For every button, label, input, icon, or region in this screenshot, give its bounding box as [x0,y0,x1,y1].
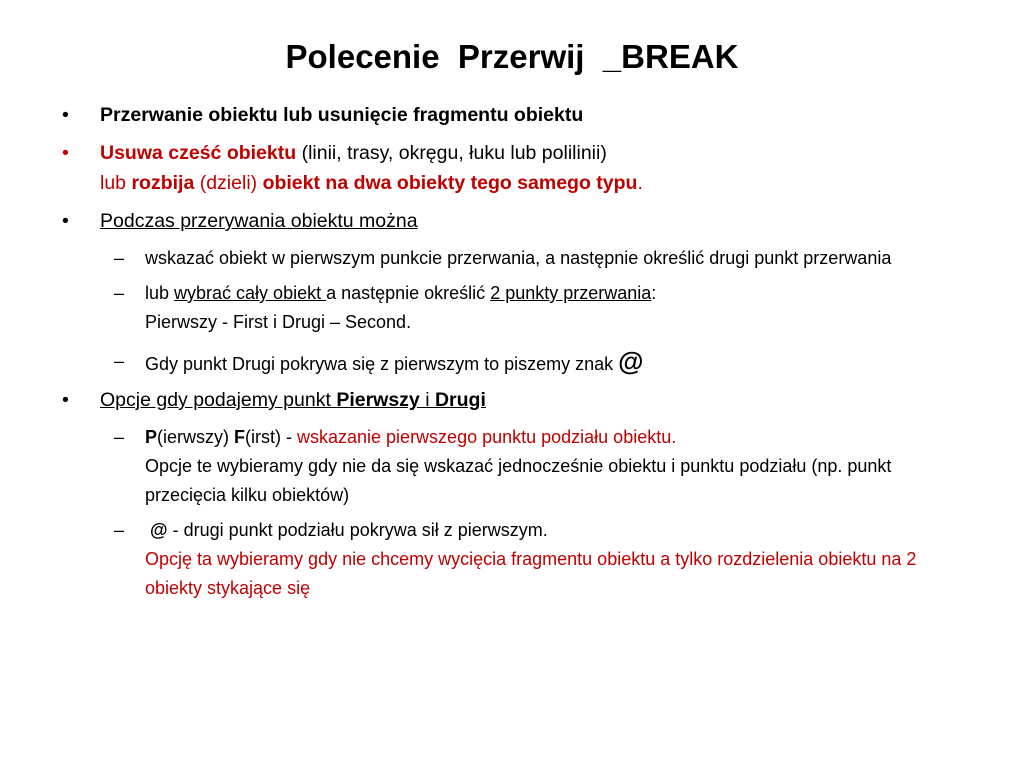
sub-bullet-4-1-p2: (ierwszy) [157,427,235,447]
bullet-4-text [100,389,486,411]
bullet-4-part3: i [419,389,435,411]
sub-bullet-3-3 [62,347,962,379]
bullet-2-part1: Usuwa cześć obiektu [100,142,297,164]
sub-bullet-4-1 [62,423,962,510]
bullet-marker: • [62,210,69,232]
bullet-2-part2: (linii, trasy, okręgu, łuku lub polilinii) [296,142,607,164]
bullet-4 [62,385,962,415]
slide-content [62,100,962,609]
sub-bullet-4-1-p3: F [234,427,246,447]
bullet-2-part4: rozbija [131,172,195,194]
sub-bullet-4-2-p2: - drugi punkt podziału pokrywa sił z pierwszym. [167,520,548,540]
sub-bullet-4-1-line2: Opcje te wybieramy gdy nie da się wskazać jednocześnie obiektu i punktu podziału (np. punkt przecięcia kilku obiektów) [145,456,892,505]
sub-bullet-3-2-part1: lub [145,283,175,303]
bullet-1-text: Przerwanie obiektu lub usunięcie fragmentu obiektu [100,104,584,126]
bullet-2 [62,138,962,198]
bullet-4-part1: Opcje gdy podajemy punkt [100,389,337,411]
bullet-marker: • [62,104,69,126]
at-symbol: @ [618,346,644,376]
sub-bullet-3-2-part3: a następnie określić [326,283,491,303]
sub-bullet-4-1-p5: wskazanie pierwszego punktu podziału obiektu. [297,427,677,447]
bullet-3-text: Podczas przerywania obiektu można [100,210,418,232]
sub-bullet-4-2-line2: Opcję ta wybieramy gdy nie chcemy wycięcia fragmentu obiektu a tylko rozdzielenia obiektu na 2 obiekty stykające się [145,549,917,598]
bullet-2-part7: . [637,172,643,194]
sub-bullet-3-1-text: wskazać obiekt w pierwszym punkcie przerwania, a następnie określić drugi punkt przerwania [145,248,892,268]
sub-bullet-3-1 [62,244,962,273]
bullet-2-part6: obiekt na dwa obiekty tego samego typu [262,172,638,194]
sub-bullet-3-2-part4: 2 punkty przerwania [490,283,652,303]
sub-bullet-3-2-line2: Pierwszy - First i Drugi – Second. [145,312,412,332]
bullet-4-part4: Drugi [434,389,486,411]
dash-marker: – [114,248,125,268]
bullet-2-part3: lub [100,172,132,194]
sub-bullet-4-2 [62,516,962,603]
bullet-marker: • [62,389,69,411]
dash-marker: – [114,427,125,447]
bullet-4-part2: Pierwszy [336,389,420,411]
bullet-1 [62,100,962,130]
bullet-2-part5: (dzieli) [194,172,263,194]
bullet-marker: • [62,142,69,164]
sub-bullet-3-3-text: Gdy punkt Drugi pokrywa się z pierwszym to piszemy znak [145,354,619,374]
slide-title: Polecenie Przerwij _BREAK [285,38,739,75]
dash-marker: – [114,520,125,540]
dash-marker: – [114,351,125,371]
sub-bullet-3-2-part5: : [651,283,657,303]
sub-bullet-4-2-p1: @ [150,520,168,540]
sub-bullet-4-1-p1: P [145,427,158,447]
bullet-3 [62,206,962,236]
dash-marker: – [114,283,125,303]
sub-bullet-3-2-part2: wybrać cały obiekt [174,283,327,303]
sub-bullet-4-1-p4: (irst) - [245,427,297,447]
sub-bullet-3-2 [62,279,962,337]
